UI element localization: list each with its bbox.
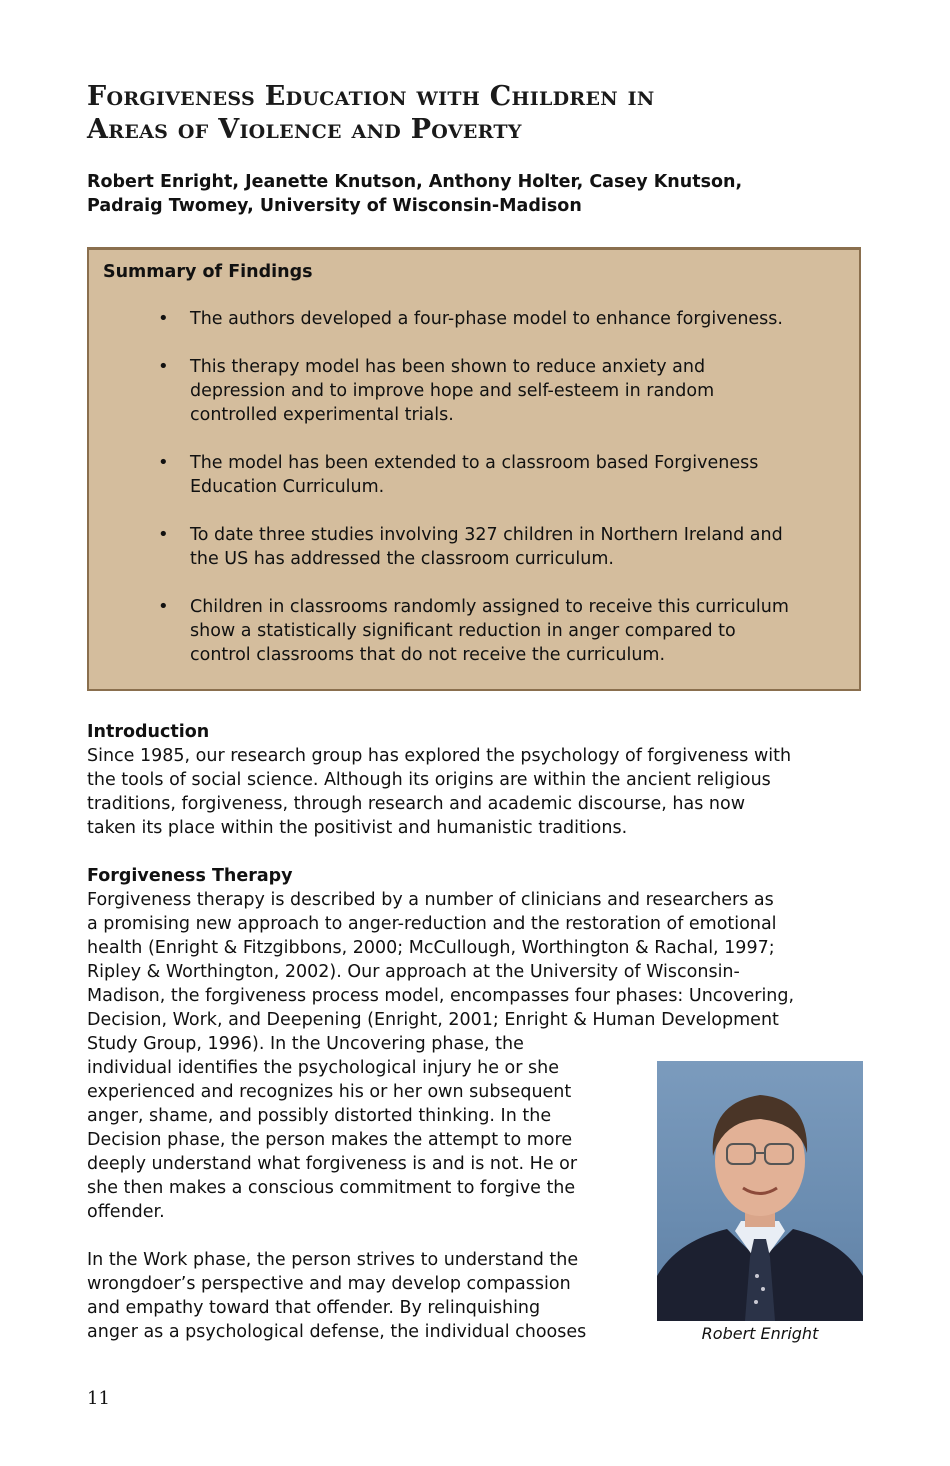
paragraph-line: the tools of social science. Although its origins are within the ancient religious xyxy=(87,770,771,790)
title-line: Forgiveness Education with Children in xyxy=(87,81,655,112)
paragraph-line: taken its place within the positivist and humanistic traditions. xyxy=(87,818,628,838)
therapy-heading: Forgiveness Therapy xyxy=(87,866,293,886)
author-line: Padraig Twomey, University of Wisconsin-Madison xyxy=(87,196,582,216)
bullet-icon: • xyxy=(158,308,169,329)
bullet-icon: • xyxy=(158,524,169,545)
paragraph-line: experienced and recognizes his or her own subsequent xyxy=(87,1082,572,1102)
introduction-section xyxy=(87,720,867,840)
paragraph-line: Forgiveness therapy is described by a number of clinicians and researchers as xyxy=(87,890,774,910)
bullet-icon: • xyxy=(158,596,169,617)
paragraph-line: Ripley & Worthington, 2002). Our approach at the University of Wisconsin- xyxy=(87,962,740,982)
paragraph-line: Madison, the forgiveness process model, encompasses four phases: Uncovering, xyxy=(87,986,795,1006)
paragraph-line: and empathy toward that offender. By relinquishing xyxy=(87,1298,541,1318)
paragraph-line: anger, shame, and possibly distorted thinking. In the xyxy=(87,1106,552,1126)
summary-box xyxy=(87,247,861,691)
paragraph-line: Decision phase, the person makes the attempt to more xyxy=(87,1130,573,1150)
paragraph-line: Since 1985, our research group has explored the psychology of forgiveness with xyxy=(87,746,792,766)
paragraph-line: deeply understand what forgiveness is and is not. He or xyxy=(87,1154,578,1174)
paragraph-line: a promising new approach to anger-reduction and the restoration of emotional xyxy=(87,914,777,934)
paragraph-line: Decision, Work, and Deepening (Enright, 2001; Enright & Human Development xyxy=(87,1010,779,1030)
summary-item: • The authors developed a four-phase model to enhance forgiveness. xyxy=(158,308,783,329)
author-list xyxy=(87,170,867,218)
author-photo xyxy=(657,1061,863,1321)
summary-item: • Children in classrooms randomly assigned to receive this curriculum show a statistically significant reduction in anger compared to control classrooms that do not receive the curriculum. xyxy=(158,596,789,665)
page-number: 11 xyxy=(87,1388,110,1409)
title-line: Areas of Violence and Poverty xyxy=(87,114,522,145)
summary-item: • To date three studies involving 327 children in Northern Ireland and the US has addressed the classroom curriculum. xyxy=(158,524,783,569)
paragraph-line: anger as a psychological defense, the individual chooses xyxy=(87,1322,587,1342)
introduction-heading: Introduction xyxy=(87,722,210,742)
paragraph-line: wrongdoer’s perspective and may develop compassion xyxy=(87,1274,571,1294)
photo-caption: Robert Enright xyxy=(701,1324,819,1343)
portrait-illustration xyxy=(657,1061,863,1321)
paragraph-line: she then makes a conscious commitment to forgive the xyxy=(87,1178,576,1198)
summary-heading: Summary of Findings xyxy=(103,262,313,282)
summary-list xyxy=(89,307,859,691)
paragraph-line: health (Enright & Fitzgibbons, 2000; McCullough, Worthington & Rachal, 1997; xyxy=(87,938,775,958)
author-line: Robert Enright, Jeanette Knutson, Anthony Holter, Casey Knutson, xyxy=(87,172,743,192)
paragraph-line: offender. xyxy=(87,1202,165,1222)
paragraph-line: individual identifies the psychological injury he or she xyxy=(87,1058,559,1078)
bullet-icon: • xyxy=(158,356,169,377)
summary-item: • The model has been extended to a classroom based Forgiveness Education Curriculum. xyxy=(158,452,759,497)
paragraph-line: traditions, forgiveness, through research and academic discourse, has now xyxy=(87,794,746,814)
summary-item: • This therapy model has been shown to reduce anxiety and depression and to improve hope and self-esteem in random controlled experimental trials. xyxy=(158,356,715,425)
paragraph-line: Study Group, 1996). In the Uncovering phase, the xyxy=(87,1034,524,1054)
paragraph-line: In the Work phase, the person strives to understand the xyxy=(87,1250,579,1270)
bullet-icon: • xyxy=(158,452,169,473)
article-title xyxy=(87,80,877,146)
